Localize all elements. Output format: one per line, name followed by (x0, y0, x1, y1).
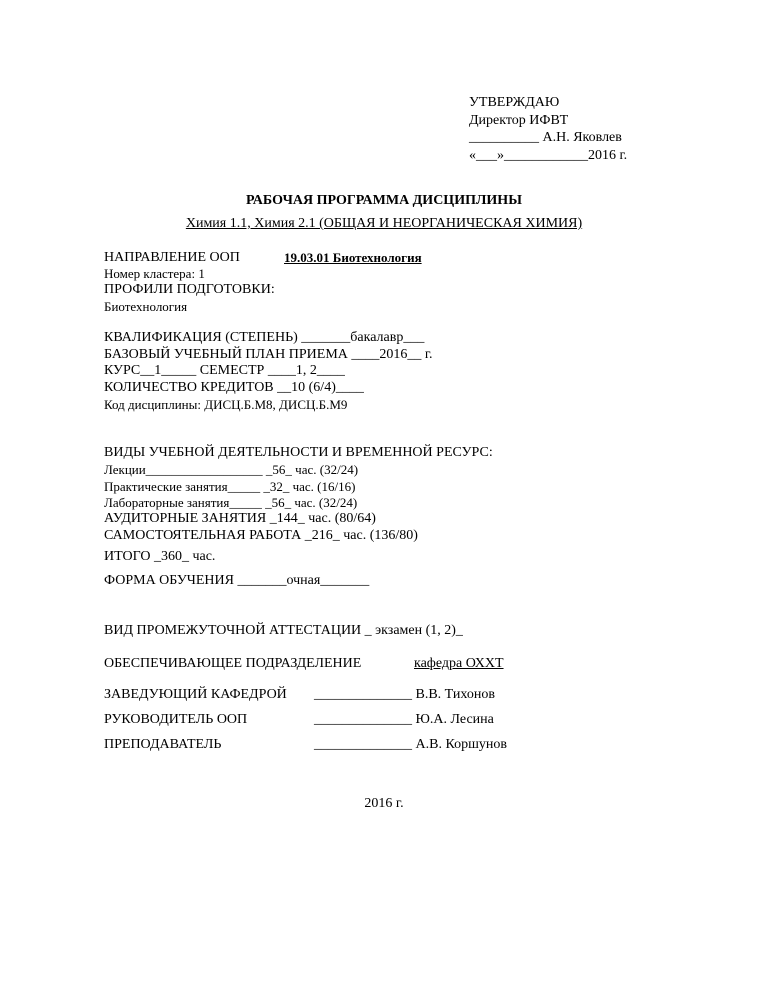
approval-date: «___»____________2016 г. (469, 147, 628, 163)
approval-signature: __________ А.Н. Яковлев (469, 130, 622, 145)
direction-label: НАПРАВЛЕНИЕ ООП (104, 250, 240, 265)
lab-hours: Лабораторные занятия_____ _56_ час. (32/24) (104, 495, 358, 510)
course-semester: КУРС__1_____ СЕМЕСТР ____1, 2____ (104, 363, 345, 378)
activities-header: ВИДЫ УЧЕБНОЙ ДЕЯТЕЛЬНОСТИ И ВРЕМЕННОЙ РЕСУРС: (104, 445, 493, 460)
head-of-department-signature: ______________ В.В. Тихонов (314, 687, 495, 702)
discipline-name: Химия 1.1, Химия 2.1 (ОБЩАЯ И НЕОРГАНИЧЕСКАЯ ХИМИЯ) (185, 216, 583, 231)
footer-year: 2016 г. (364, 796, 404, 811)
study-form: ФОРМА ОБУЧЕНИЯ _______очная_______ (104, 573, 370, 588)
department-value: кафедра ОХХТ (414, 656, 504, 671)
teacher-label: ПРЕПОДАВАТЕЛЬ (104, 737, 222, 752)
approval-block (469, 94, 627, 164)
department-label: ОБЕСПЕЧИВАЮЩЕЕ ПОДРАЗДЕЛЕНИЕ (104, 656, 362, 671)
self-work-hours: САМОСТОЯТЕЛЬНАЯ РАБОТА _216_ час. (136/80) (104, 528, 418, 543)
base-plan: БАЗОВЫЙ УЧЕБНЫЙ ПЛАН ПРИЕМА ____2016__ г. (104, 347, 433, 362)
approval-position: Директор ИФВТ (469, 112, 569, 128)
profiles-value: Биотехнология (104, 299, 188, 314)
total-hours: ИТОГО _360_ час. (104, 549, 216, 564)
discipline-code: Код дисциплины: ДИСЦ.Б.М8, ДИСЦ.Б.М9 (104, 397, 348, 412)
practical-hours: Практические занятия_____ _32_ час. (16/16) (104, 479, 356, 494)
profiles-label: ПРОФИЛИ ПОДГОТОВКИ: (104, 282, 275, 297)
qualification: КВАЛИФИКАЦИЯ (СТЕПЕНЬ) _______бакалавр___ (104, 330, 425, 345)
program-head-label: РУКОВОДИТЕЛЬ ООП (104, 712, 248, 727)
cluster-number: Номер кластера: 1 (104, 266, 205, 281)
program-head-signature: ______________ Ю.А. Лесина (314, 712, 494, 727)
attestation-type: ВИД ПРОМЕЖУТОЧНОЙ АТТЕСТАЦИИ _ экзамен (1, 2)_ (104, 623, 463, 638)
direction-value: 19.03.01 Биотехнология (284, 250, 422, 265)
lectures-hours: Лекции__________________ _56_ час. (32/24) (104, 462, 359, 477)
head-of-department-label: ЗАВЕДУЮЩИЙ КАФЕДРОЙ (104, 687, 287, 702)
credits: КОЛИЧЕСТВО КРЕДИТОВ __10 (6/4)____ (104, 380, 364, 395)
teacher-signature: ______________ А.В. Коршунов (314, 737, 507, 752)
document-title: РАБОЧАЯ ПРОГРАММА ДИСЦИПЛИНЫ (246, 193, 522, 208)
auditory-hours: АУДИТОРНЫЕ ЗАНЯТИЯ _144_ час. (80/64) (104, 511, 376, 526)
approval-title: УТВЕРЖДАЮ (469, 95, 560, 110)
